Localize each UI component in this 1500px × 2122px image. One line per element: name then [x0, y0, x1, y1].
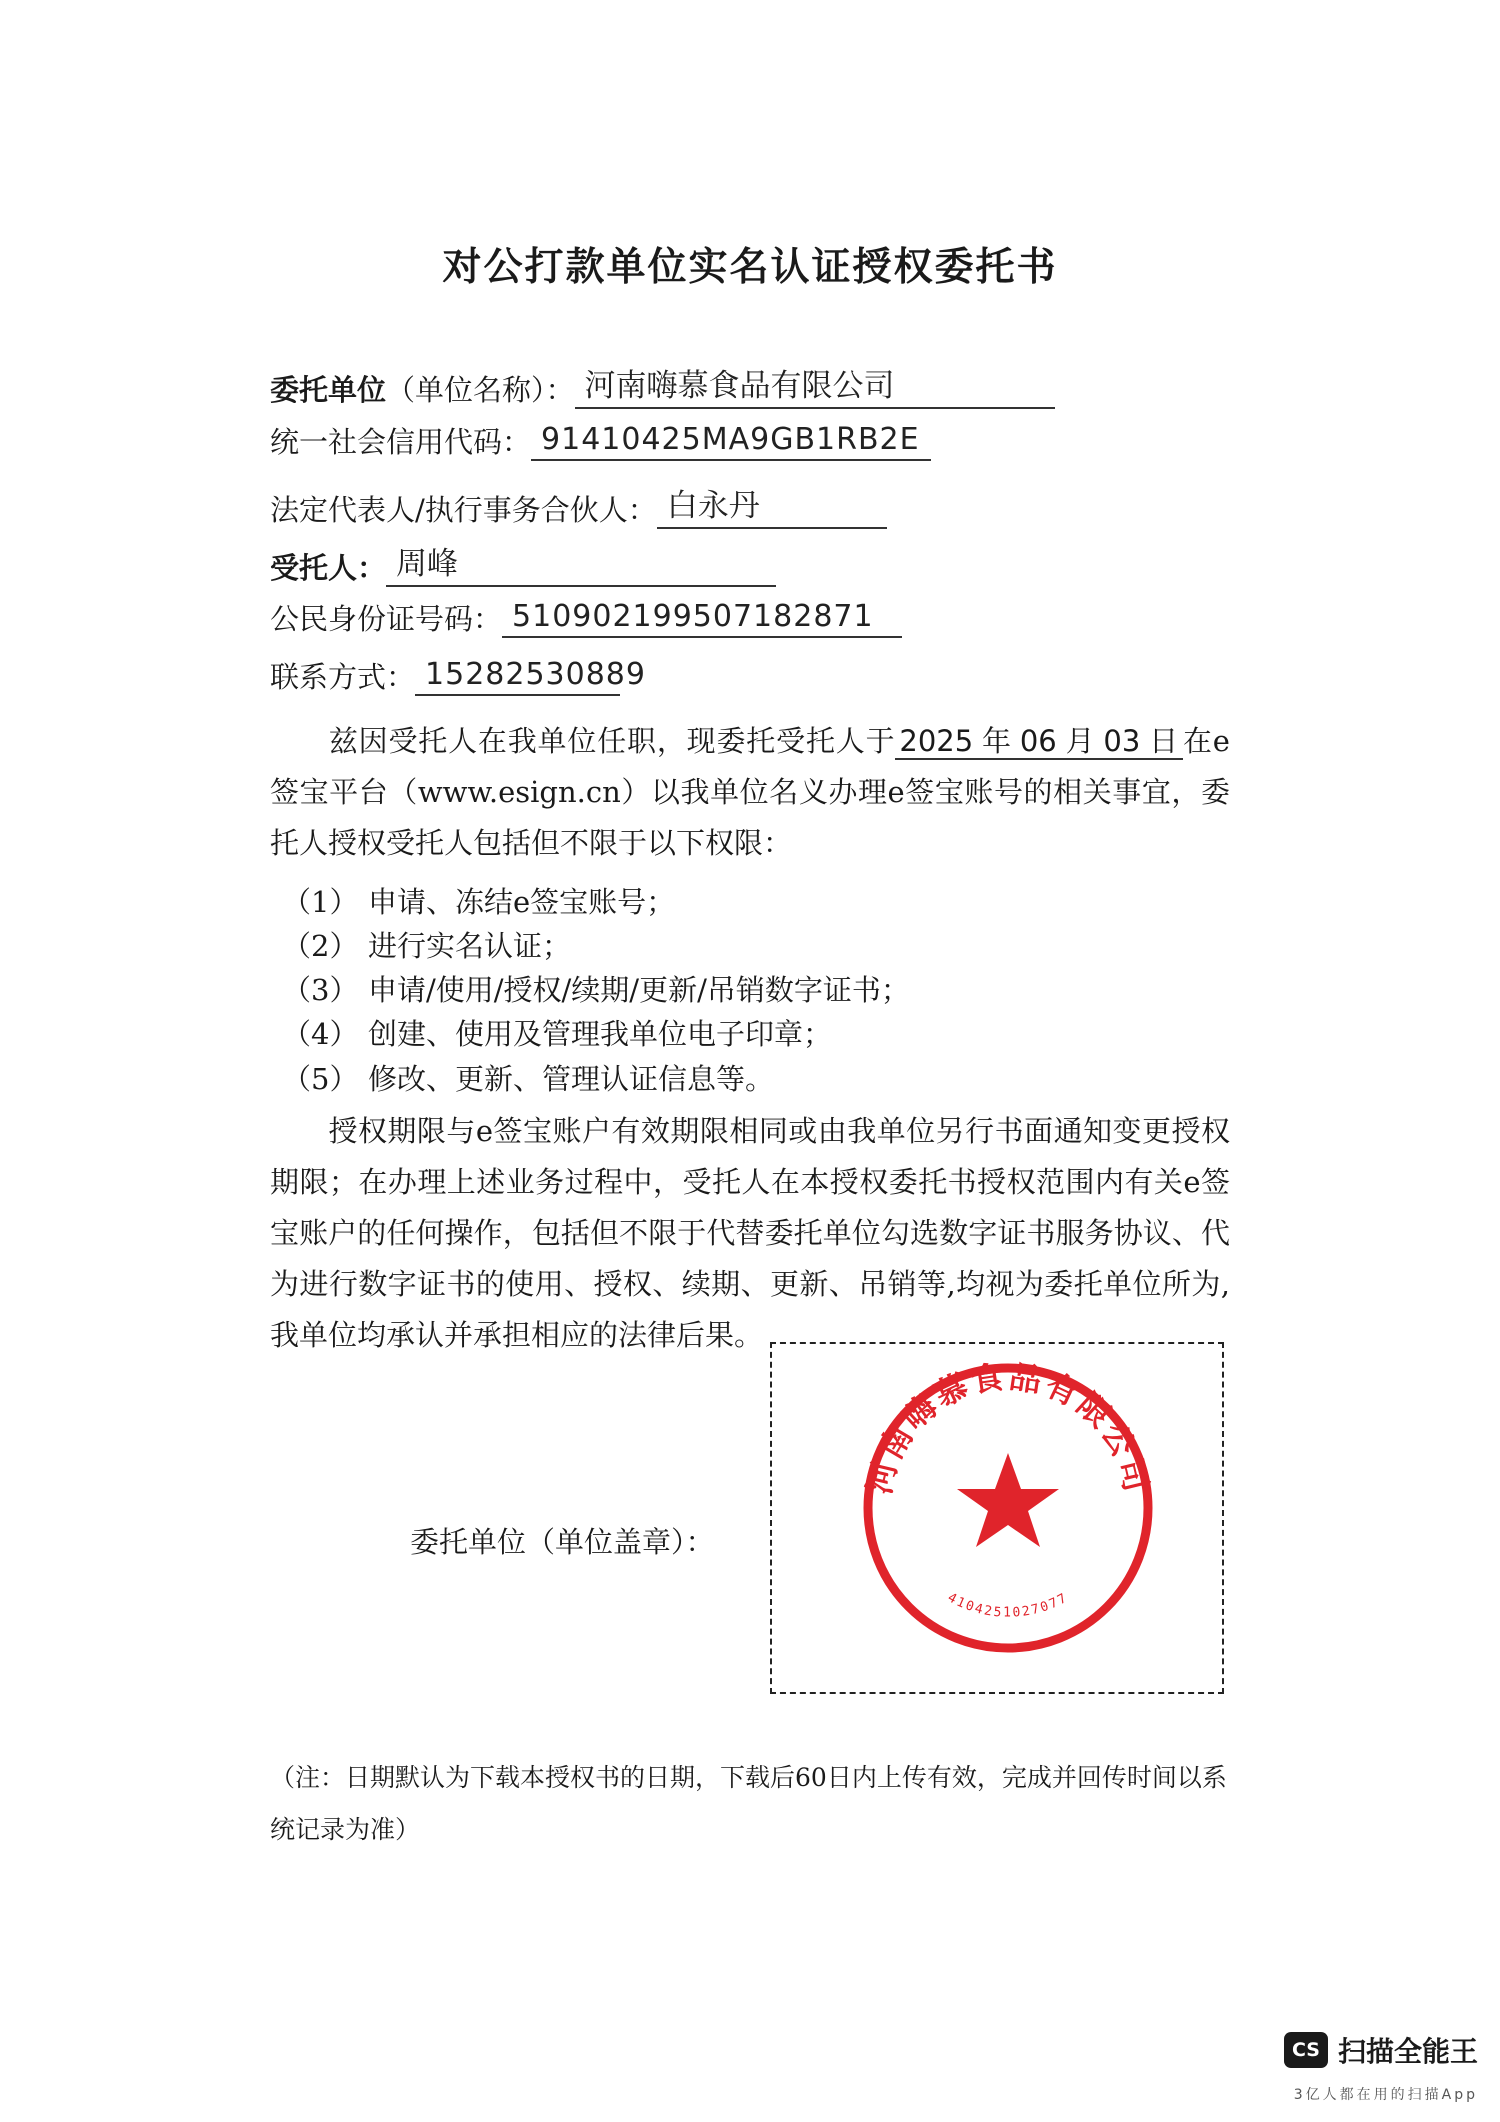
list-item-text: 申请、冻结e签宝账号；: [368, 885, 676, 919]
legal-rep-value: 白永丹: [657, 480, 887, 529]
legal-rep-label: 法定代表人/执行事务合伙人：: [270, 493, 657, 527]
paragraph-authorization: [270, 716, 1230, 869]
id-label: 公民身份证号码：: [270, 602, 503, 636]
field-id-number: [270, 597, 902, 638]
date-month-unit: 月: [1061, 724, 1100, 760]
list-item-text: 申请/使用/授权/续期/更新/吊销数字证书；: [368, 973, 910, 1007]
field-contact: [270, 655, 646, 696]
list-item-number: （2）: [282, 929, 359, 963]
credit-code-label: 统一社会信用代码：: [270, 425, 532, 459]
list-item: [282, 1057, 774, 1098]
list-item-text: 进行实名认证；: [368, 929, 572, 963]
list-item: [282, 924, 571, 965]
contact-value: 15282530889: [415, 657, 620, 696]
star-icon: [957, 1453, 1059, 1547]
watermark-app-name: 扫描全能王: [1337, 2035, 1478, 2068]
id-value: 510902199507182871: [502, 599, 902, 638]
field-legal-rep: [270, 480, 887, 529]
list-item: [282, 880, 675, 921]
list-item-text: 创建、使用及管理我单位电子印章；: [368, 1017, 833, 1051]
para1-post: 在e签宝平台（www.esign.cn）以我单位名义办理e签宝账号的相关事宜，委托人授权受托人包括但不限于以下权限：: [270, 724, 1230, 860]
credit-code-value: 91410425MA9GB1RB2E: [531, 422, 931, 461]
seal-number-text: 4104251027077: [945, 1590, 1071, 1621]
contact-label: 联系方式：: [270, 660, 416, 694]
list-item-text: 修改、更新、管理认证信息等。: [368, 1062, 775, 1096]
camscanner-logo-icon: CS: [1284, 2032, 1328, 2068]
date-month: 06: [1016, 724, 1061, 760]
document-title: 对公打款单位实名认证授权委托书: [442, 244, 1058, 290]
agent-label: 受托人：: [270, 551, 387, 585]
principal-value: 河南嗨慕食品有限公司: [575, 360, 1055, 409]
para1-pre: 兹因受托人在我单位任职，现委托受托人于: [328, 724, 896, 758]
list-item: [282, 968, 910, 1009]
list-item: [282, 1012, 832, 1053]
principal-label: 委托单位: [270, 373, 387, 407]
field-agent: [270, 538, 776, 587]
date-year: 2025: [895, 724, 977, 760]
date-day: 03: [1099, 724, 1144, 760]
para2-text: 授权期限与e签宝账户有效期限相同或由我单位另行书面通知变更授权期限；在办理上述业务过程中，受托人在本授权委托书授权范围内有关e签宝账户的任何操作，包括但不限于代替委托单位勾选数字证书服务协议、代为进行数字证书的使用、授权、续期、更新、吊销等,均视为委托单位所为,我单位均承认并承担相应的法律后果。: [270, 1114, 1230, 1352]
field-credit-code: [270, 420, 931, 461]
list-item-number: （1）: [282, 885, 359, 919]
agent-value: 周峰: [386, 538, 776, 587]
company-seal: [858, 1358, 1158, 1658]
seal-label: 委托单位（单位盖章）：: [410, 1525, 715, 1559]
list-item-number: （4）: [282, 1017, 359, 1051]
footnote: （注：日期默认为下载本授权书的日期，下载后60日内上传有效，完成并回传时间以系统记录为准）: [270, 1763, 1227, 1844]
date-day-unit: 日: [1144, 724, 1183, 760]
date-year-unit: 年: [977, 724, 1016, 760]
scanner-watermark: [1284, 2030, 1478, 2070]
field-principal: [270, 360, 1055, 409]
list-item-number: （3）: [282, 973, 359, 1007]
list-item-number: （5）: [282, 1062, 359, 1096]
watermark-tagline: 3亿人都在用的扫描App: [1293, 2087, 1478, 2103]
seal-name-text: 河南嗨慕食品有限公司: [859, 1358, 1157, 1498]
principal-sub-label: （单位名称）：: [386, 373, 575, 407]
paragraph-terms: [270, 1106, 1230, 1361]
